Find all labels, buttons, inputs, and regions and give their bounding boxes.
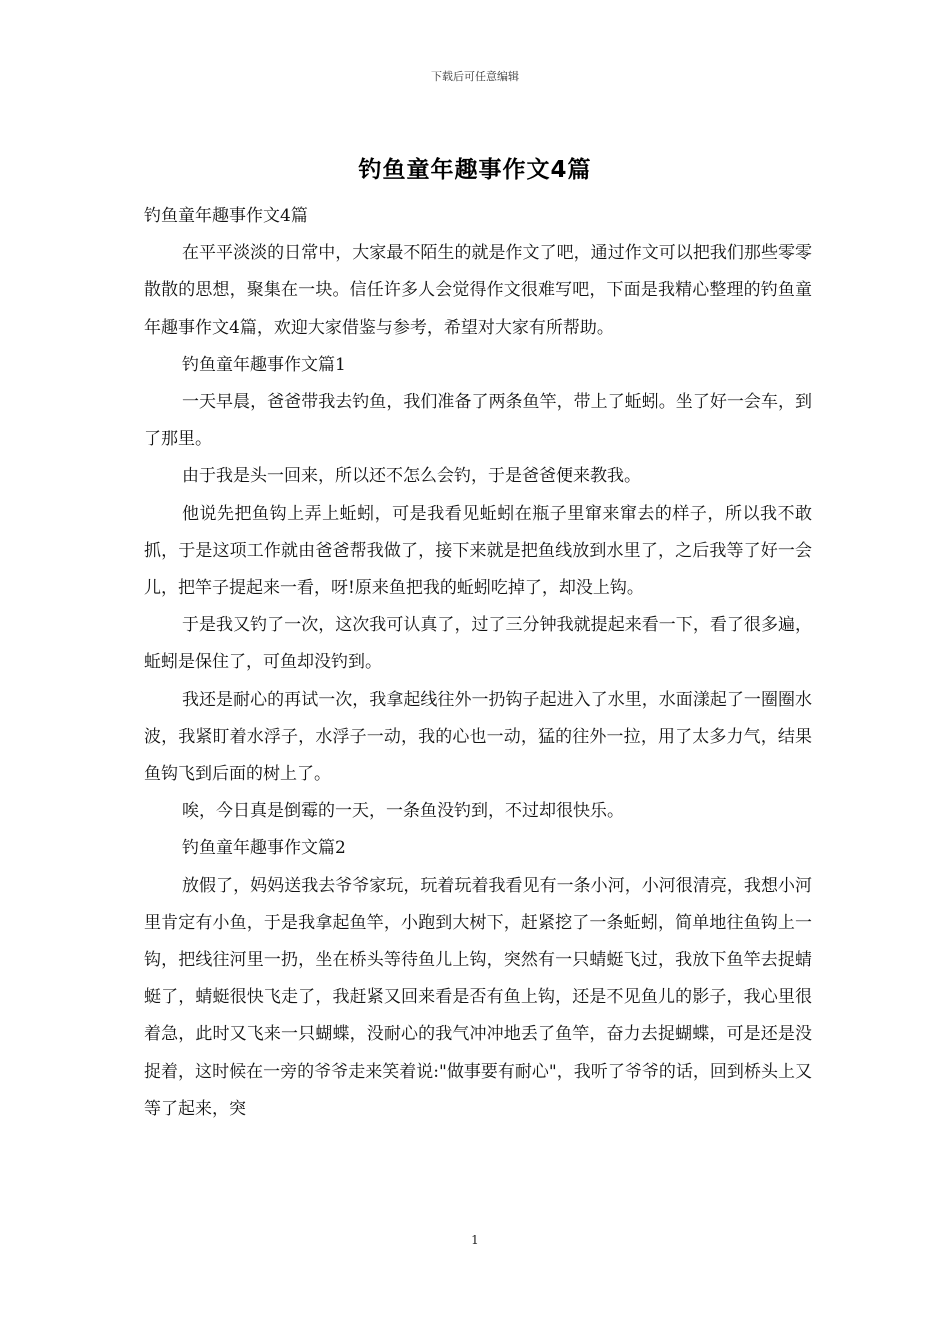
intro-paragraph: 在平平淡淡的日常中，大家最不陌生的就是作文了吧，通过作文可以把我们那些零零散散的思想，聚集在一块。信任许多人会觉得作文很难写吧，下面是我精心整理的钓鱼童年趣事作文4篇，欢迎大家借鉴与参考，希望对大家有所帮助。 (144, 243, 812, 338)
document-body (144, 198, 812, 1128)
section-heading: 钓鱼童年趣事作文篇1 (182, 354, 346, 375)
body-paragraph: 放假了，妈妈送我去爷爷家玩，玩着玩着我看见有一条小河，小河很清亮，我想小河里肯定有小鱼，于是我拿起鱼竿，小跑到大树下，赶紧挖了一条蚯蚓，简单地往鱼钩上一钩，把线往河里一扔，坐在桥头等待鱼儿上钩，突然有一只蜻蜓飞过，我放下鱼竿去捉蜻蜓了，蜻蜓很快飞走了，我赶紧又回来看是否有鱼上钩，还是不见鱼儿的影子，我心里很着急，此时又飞来一只蝴蝶，没耐心的我气冲冲地丢了鱼竿，奋力去捉蝴蝶，可是还是没捉着，这时候在一旁的爷爷走来笑着说:"做事要有耐心"，我听了爷爷的话，回到桥头上又等了起来，突 (144, 875, 812, 1119)
body-paragraph: 他说先把鱼钩上弄上蚯蚓，可是我看见蚯蚓在瓶子里窜来窜去的样子，所以我不敢抓，于是这项工作就由爸爸帮我做了，接下来就是把鱼线放到水里了，之后我等了好一会儿，把竿子提起来一看，呀!原来鱼把我的蚯蚓吃掉了，却没上钩。 (144, 503, 812, 599)
document-title: 钓鱼童年趣事作文4篇 (358, 157, 592, 183)
section-heading: 钓鱼童年趣事作文篇2 (182, 838, 346, 859)
body-paragraph: 我还是耐心的再试一次，我拿起线往外一扔钩子起进入了水里，水面漾起了一圈圈水波，我紧盯着水浮子，水浮子一动，我的心也一动，猛的往外一拉，用了太多力气，结果鱼钩飞到后面的树上了。 (144, 689, 812, 785)
body-paragraph: 唉，今日真是倒霉的一天，一条鱼没钓到，不过却很快乐。 (182, 801, 624, 822)
header-note: 下载后可任意编辑 (431, 70, 519, 83)
body-paragraph: 由于我是头一回来，所以还不怎么会钓，于是爸爸便来教我。 (182, 466, 641, 487)
page-number: 1 (471, 1233, 479, 1247)
body-paragraph: 于是我又钓了一次，这次我可认真了，过了三分钟我就提起来看一下，看了很多遍，蚯蚓是保住了，可鱼却没钓到。 (144, 615, 812, 673)
body-paragraph: 一天早晨，爸爸带我去钓鱼，我们准备了两条鱼竿，带上了蚯蚓。坐了好一会车，到了那里。 (144, 392, 812, 450)
subtitle-line: 钓鱼童年趣事作文4篇 (144, 206, 308, 226)
